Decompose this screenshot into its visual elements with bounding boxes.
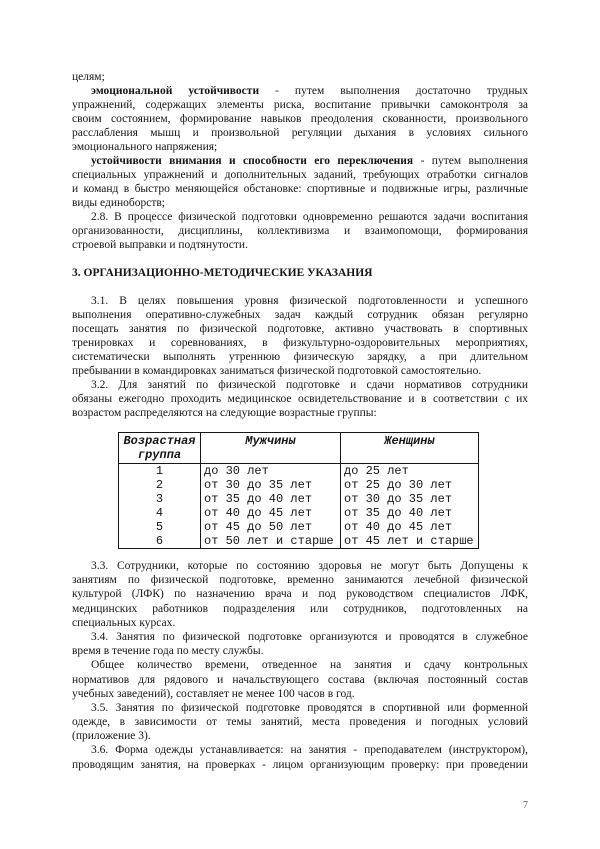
paragraph-3-6	[72, 743, 528, 771]
paragraph-attention-stability	[72, 154, 528, 210]
text-line: 3.3. Сотрудники, которые по состоянию здоровья не могут быть Допущены к	[91, 560, 528, 572]
text-segment: - путем выполнения достаточно трудных	[275, 85, 529, 97]
women-age-range: до 25 лет	[341, 464, 479, 479]
text-line: специальных курсах.	[72, 616, 176, 629]
text-line: проводящим занятия, на проверках - лицом организующим проверку: при проведении	[72, 758, 528, 771]
text-line: 3.6. Форма одежды устанавливается: на занятия - преподавателем (инструктором),	[91, 744, 528, 757]
text-line: учебных заведений), составляет не менее 100 часов в год.	[72, 687, 355, 700]
age-group-number: 5	[119, 520, 201, 534]
men-age-range: от 45 до 50 лет	[201, 520, 341, 534]
text-line: возрастом распределяются на следующие возрастные группы:	[72, 407, 377, 419]
text-line	[72, 154, 528, 168]
bold-term: эмоциональной устойчивости	[91, 85, 260, 97]
table-header-row	[119, 433, 479, 464]
text-line: пребывании в командировках заниматься физической подготовкой самостоятельно.	[72, 365, 482, 377]
text-line: медицинских работников подразделения или сотрудников, подготовленных на	[72, 602, 528, 615]
text-line: Общее количество времени, отведенное на занятия и сдачу контрольных	[91, 659, 528, 672]
age-group-number: 2	[119, 478, 201, 492]
text-line: посещать занятия по физической подготовке, активно участвовать в спортивных	[72, 323, 528, 335]
men-age-range: от 35 до 40 лет	[201, 492, 341, 506]
text-line: тренировках и соревнованиях, в физкультурно-оздоровительных мероприятиях,	[72, 337, 528, 349]
age-group-number: 6	[119, 534, 201, 549]
header-men: Мужчины	[201, 433, 341, 464]
age-group-number: 4	[119, 506, 201, 520]
text-line: время в течение года по месту службы.	[72, 645, 264, 658]
text-line: строевой выправки и подтянутости.	[72, 239, 248, 251]
text-line: расслабления мышц и произвольной регуляции дыхания в условиях сильного	[72, 127, 528, 139]
men-age-range: до 30 лет	[201, 464, 341, 479]
paragraph-3-3	[72, 559, 528, 630]
text-line: виды единоборств;	[72, 197, 166, 209]
bold-term: устойчивости внимания и способности его переключения	[91, 155, 414, 167]
lower-section	[72, 559, 528, 772]
text-line: специальных упражнений и дополнительных заданий, требующих отработки сигналов	[72, 169, 528, 181]
text-line: своим состоянием, формирование навыков преодоления скованности, произвольного	[72, 113, 528, 125]
table-row	[119, 478, 479, 492]
text-line: 3.1. В целях повышения уровня физической подготовленности и успешного	[91, 295, 528, 307]
text-line: 3.4. Занятия по физической подготовке организуются и проводятся в служебное	[91, 630, 528, 643]
men-age-range: от 30 до 35 лет	[201, 478, 341, 492]
text-line: нормативов для рядового и начальствующего состава (включая постоянный состав	[72, 673, 528, 686]
text-line: систематически выполнять утреннюю физическую зарядку, а при длительном	[72, 351, 528, 363]
men-age-range: от 50 лет и старше	[201, 534, 341, 549]
table-row	[119, 506, 479, 520]
header-women: Женщины	[341, 433, 479, 464]
text-line: 2.8. В процессе физической подготовки одновременно решаются задачи воспитания	[91, 211, 528, 223]
page-number: 7	[523, 800, 528, 811]
women-age-range: от 45 лет и старше	[341, 534, 479, 549]
text-segment: - путем выполнения	[420, 155, 529, 167]
section-heading: 3. ОРГАНИЗАЦИОННО-МЕТОДИЧЕСКИЕ УКАЗАНИЯ	[72, 267, 373, 279]
paragraph-3-4-hours	[72, 658, 528, 701]
text-line: эмоционального напряжения;	[72, 141, 218, 153]
header-age-group: Возрастная группа	[119, 433, 201, 464]
table-row	[119, 520, 479, 534]
table-row	[119, 492, 479, 506]
text-line: целям;	[72, 71, 105, 83]
women-age-range: от 40 до 45 лет	[341, 520, 479, 534]
table-row	[119, 534, 479, 549]
age-group-number: 3	[119, 492, 201, 506]
women-age-range: от 30 до 35 лет	[341, 492, 479, 506]
text-line: организованности, дисциплины, коллективизма и взаимопомощи, формирования	[72, 225, 528, 237]
women-age-range: от 35 до 40 лет	[341, 506, 479, 520]
text-line	[72, 84, 528, 98]
paragraph-3-5	[72, 701, 528, 744]
text-line: одежде, в зависимости от темы занятий, места проведения и погодных условий	[72, 716, 528, 729]
text-line: (приложение 3).	[72, 730, 151, 743]
paragraph-3-1	[72, 294, 528, 378]
text-line: и команд в быстро меняющейся обстановке: спортивные и подвижные игры, различные	[72, 183, 528, 195]
men-age-range: от 40 до 45 лет	[201, 506, 341, 520]
table-row	[119, 464, 479, 479]
text-line: 3.5. Занятия по физической подготовке проводятся в спортивной или форменной	[91, 701, 528, 714]
text-line: упражнений, содержащих элементы риска, воспитание привычки самоконтроля за	[72, 99, 528, 111]
women-age-range: от 25 до 30 лет	[341, 478, 479, 492]
page-body	[72, 70, 528, 772]
paragraph-2-8	[72, 210, 528, 252]
age-group-number: 1	[119, 464, 201, 479]
paragraph-3-2	[72, 378, 528, 420]
paragraph-emotional-stability	[72, 84, 528, 154]
age-group-table	[118, 432, 479, 549]
text-line: 3.2. Для занятий по физической подготовке и сдачи нормативов сотрудники	[91, 379, 528, 391]
text-line: выполнения оперативно-служебных задач каждый сотрудник обязан регулярно	[72, 309, 528, 321]
text-line: занятиям по физической подготовке, временно занимаются лечебной физической	[72, 574, 528, 587]
paragraph-carryover	[72, 70, 528, 84]
text-line: культурой (ЛФК) по назначению врача и под руководством специалистов ЛФК,	[72, 588, 528, 601]
text-line: обязаны ежегодно проходить медицинское освидетельствование и в соответствии с их	[72, 393, 528, 405]
paragraph-3-4	[72, 630, 528, 658]
